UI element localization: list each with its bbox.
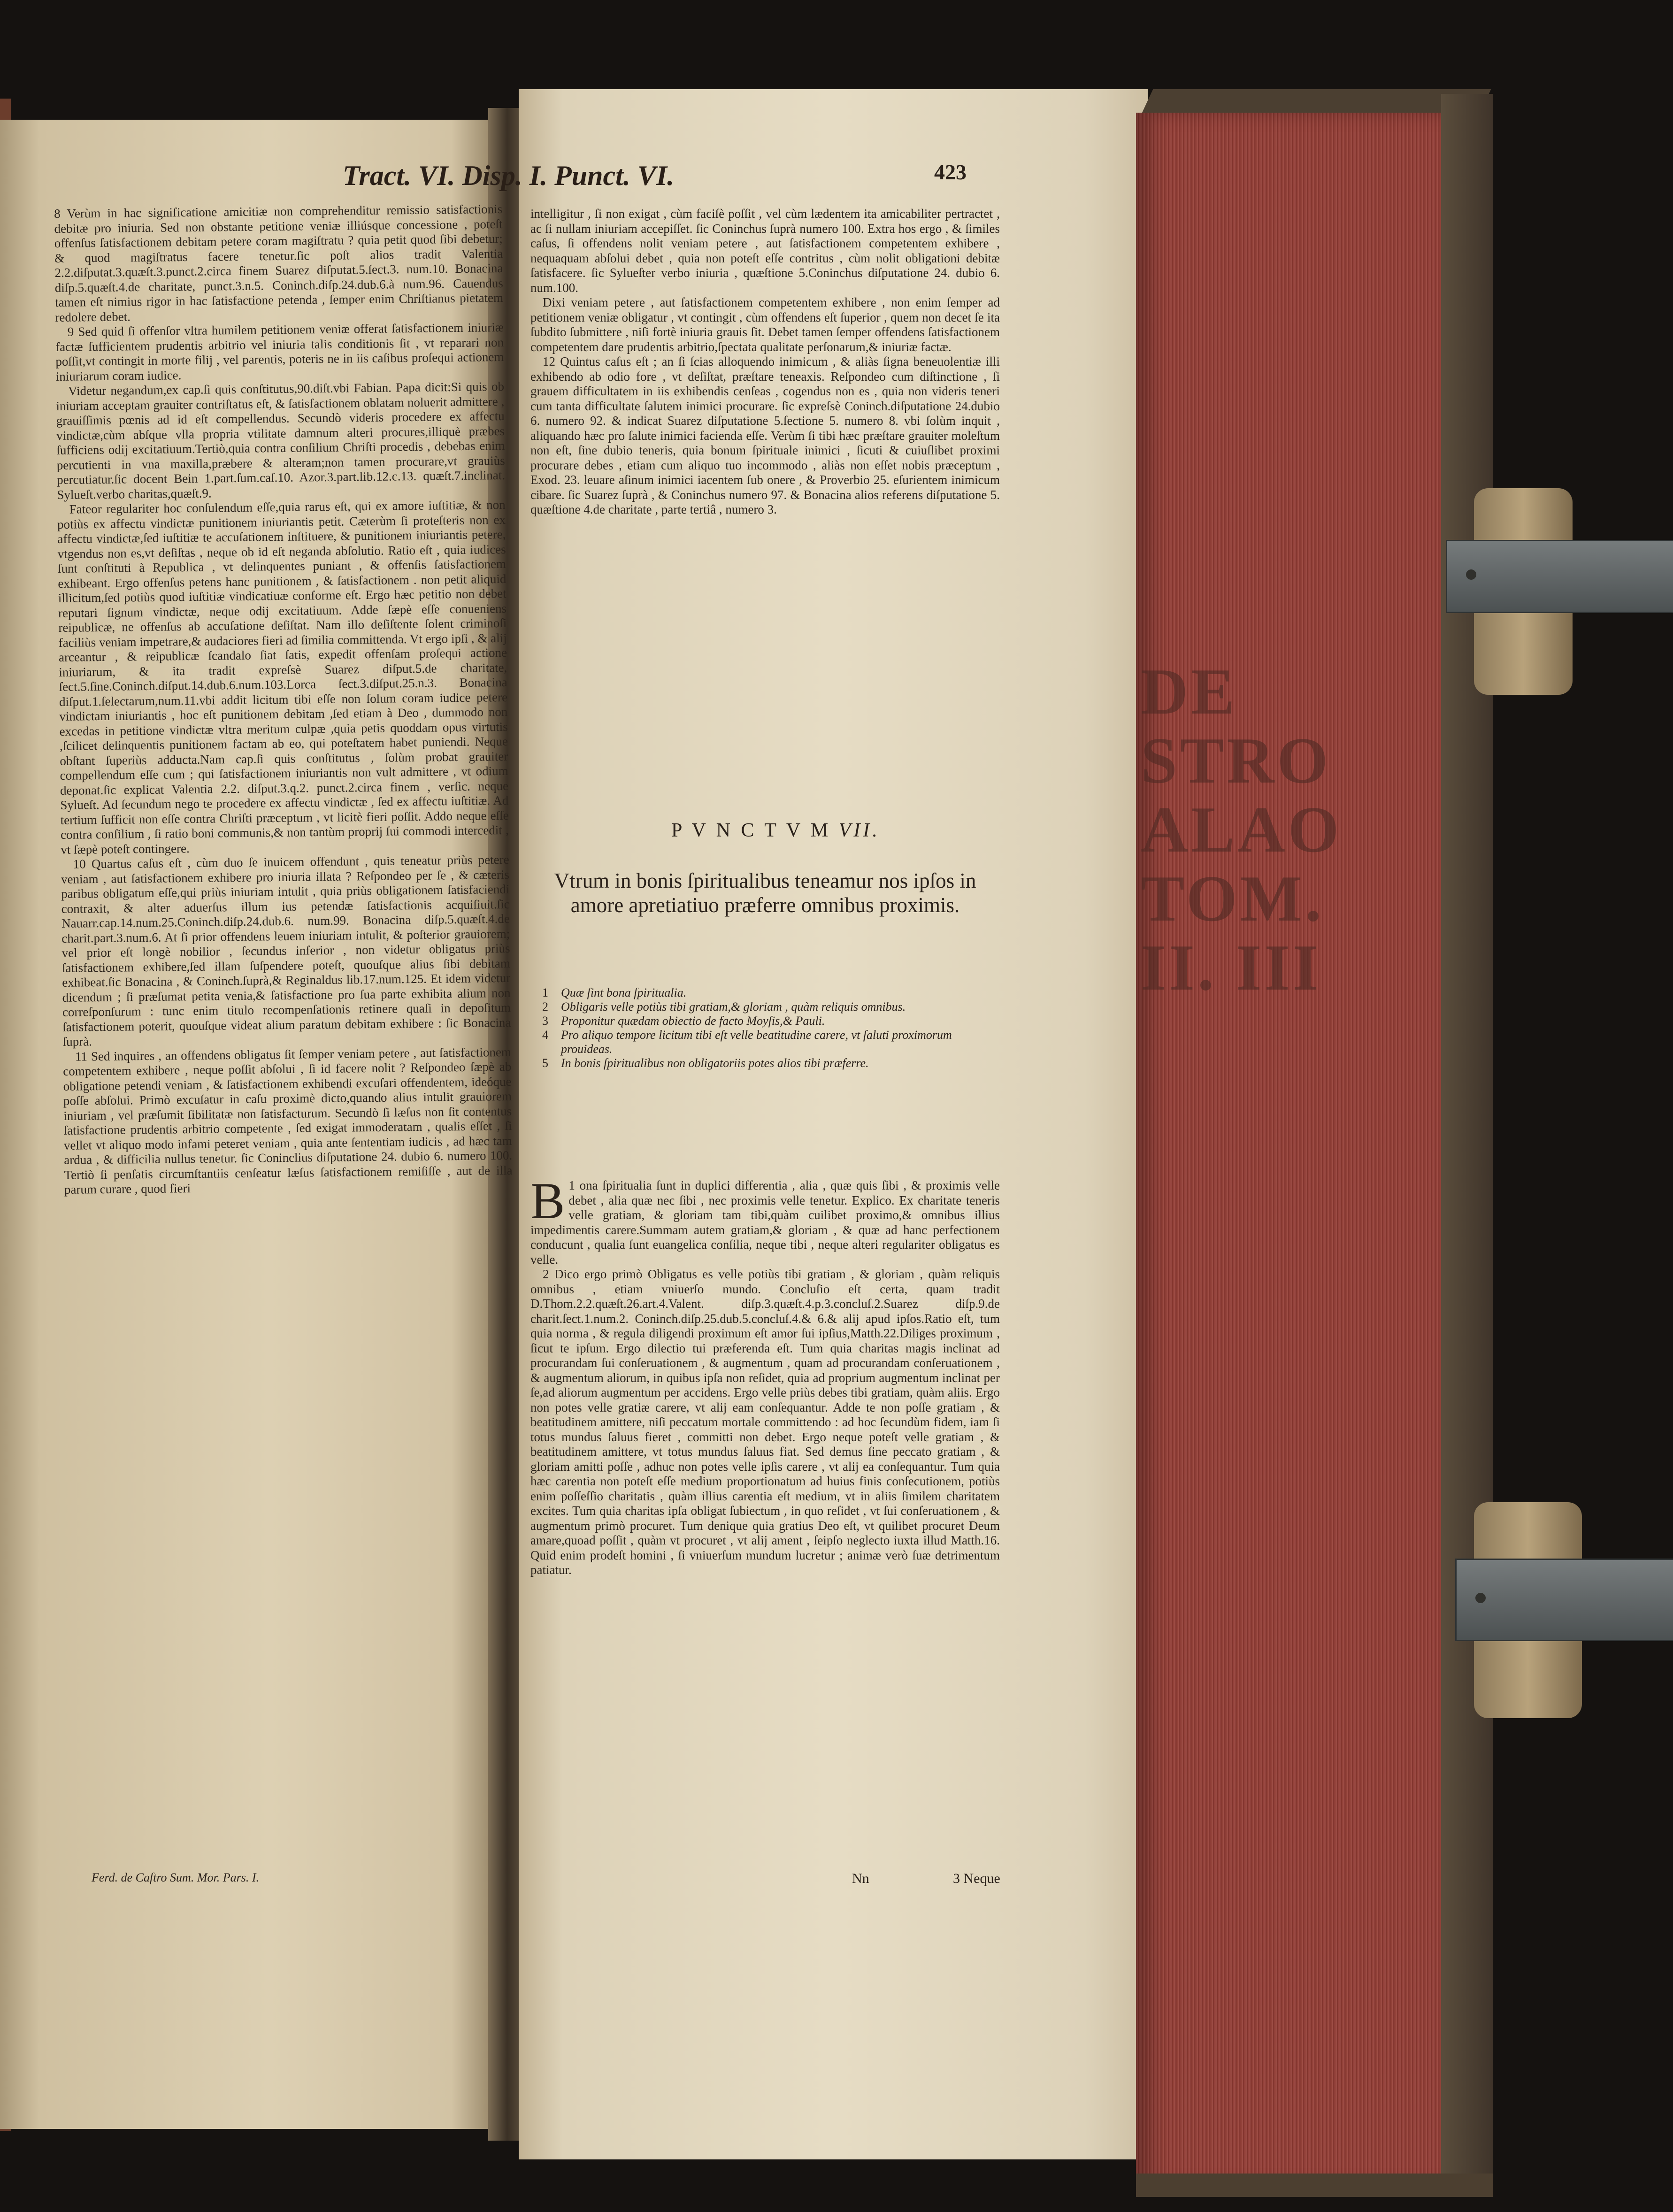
summary-text: Proponitur quædam obiectio de facto Moyſis,& Pauli.	[561, 1014, 825, 1028]
paragraph: 12 Quintus caſus eſt ; an ſi ſcias alloquendo inimicum , & aliàs ſigna beneuolentiæ illi exhibendo ab odio fore , vt deſiſtat, præſtare teneaxis. Reſpondeo cum diſtinctione , ſi grauem difficultatem in iis exhibendis cenſeas , cogendus non es , quia non videris teneri cum tanta difficultate ſalutem inimici procurare. ſic expreſsè Coninch.diſputatione 24.dubio 6. numero 92. & indicat Suarez diſputatione 5.ſectione 5. numero 8. vbi ſolùm inquit , aliquando hæc pro ſalute inimici facienda eſſe. Verùm ſi tibi hæc præſtare grauiter moleſtum non eſt, ſine dubio teneris, quia bonum ſpirituale inimici , ſicuti & cuiuſlibet proximi procurare debes , etiam cum aliquo tuo incommodo , aliàs non eſſet nobis præceptum , Exod. 23. leuare aſinum inimici iacentem ſub onere , & Proverbio 25. eſurientem inimicum cibare. ſic Suarez ſuprà , & Coninchus numero 97. & Bonacina alios referens diſputatione 5. quæſtione 4.de charitate , parte tertiâ , numero 3.	[530, 354, 1000, 516]
left-column-text	[54, 202, 513, 1197]
summary-number: 1	[542, 986, 548, 999]
paragraph: Fateor regulariter hoc conſulendum eſſe,quia rarus eſt, qui ex amore iuſtitiæ, & non potiùs ex affectu vindictæ punitionem iniuriantis petit. Cæterùm ſi proteſteris non ex affectu vindictæ,ſed iuſtitiæ te accuſationem inſtituere, & punitionem iniuriantis petere, vtgendus non es,vt deſiſtas , neque ob id eſt neganda abſolutio. Ratio eſt , quia iudices ſunt conſtituti à Republica , vt delinquentes puniant , & offenſis ſatisfactionem exhibeant. Ergo offenſus petens hanc punitionem , & ſatisfactionem . non petit aliquid illicitum,ſed potiùs quod iuſtitiæ vindicatiuæ conforme eſt. Ergo hæc petitio non debet reputari ſignum vindictæ, neque odij excitatiuum. Adde ſæpè eſſe conueniens reipublicæ, ne offenſus ab accuſatione deſiſtat. Nam illo deſiſtente ſolent criminoſi faciliùs veniam impetrare,& audaciores fieri ad ſimilia committenda. Vt ergo ipſi , & alij arceantur , & reipublicæ ſcandalo ſiat ſatis, expedit offenſam proſequi actione iniuriarum, & ita tradit expreſsè Suarez diſput.5.de charitate, ſect.5.ſine.Coninch.diſput.14.dub.6.num.103.Lorca ſect.3.diſput.25.n.3. Bonacina diſput.1.ſelectarum,num.11.vbi addit licitum tibi eſſe non ſolum coram iudice petere vindictam iniuriantis , hoc eſt punitionem debitam ,ſed etiam à Deo , dummodo non excedas in petitione vindictæ vltra meritum culpæ ,quia petis quoddam opus virtutis ,ſcilicet delinquentis punitionem factam ab eo, qui poteſtatem habet puniendi. Neque obſtant ſuperiùs adducta.Nam cap.ſi quis conſtitutus , ſolùm probat grauiter compellendum eſſe cum ; qui ſatisfactionem iniuriantis non vult admittere , vt odium deponat.ſic explicat Valentia 2.2. diſput.3.q.2. punct.2.circa finem , verſic. neque Sylueſt. Ad ſecundum nego te procedere ex affectu vindictæ , ſed ex affectu iuſtitiæ. Ad tertium ſufficit non eſſe contra Chriſti præceptum , vt licitè fieri poſſit. Addo neque eſſe contra conſilium , ſi ratio boni communis,& non tantùm proprij ſui commodi intercedit , vt ſæpè poteſt contingere.	[57, 497, 509, 857]
summary-text: Quæ ſint bona ſpiritualia.	[561, 986, 687, 999]
stamp-line: II. III	[1141, 931, 1321, 1004]
signature-mark: Nn	[852, 1871, 869, 1886]
section-body	[530, 1172, 1000, 1578]
running-head: Tract. VI. Disp. I. Punct. VI.	[343, 160, 675, 191]
summary-item	[542, 1028, 1002, 1056]
summary-text: Pro aliquo tempore licitum tibi eſt velle beatitudine carere, vt ſaluti proximorum prouideas.	[561, 1028, 952, 1056]
rivet-icon	[1466, 569, 1476, 580]
red-fore-edge	[1136, 113, 1455, 2188]
summary-text: Obligaris velle potiùs tibi gratiam,& gloriam , quàm reliquis omnibus.	[561, 1000, 906, 1014]
summary-item	[542, 1000, 1002, 1014]
cover-side-board	[1441, 94, 1493, 2188]
paragraph: 9 Sed quid ſi offenſor vltra humilem petitionem veniæ offerat ſatisfactionem iniuriæ factæ ſufficientem prudentis arbitrio vel iniuria talis conditionis ſit , vt reparari non poſſit,vt contingit in morte filij , vel parentis, poteris ne in iis caſibus proſequi actionem iniuriarum coram iudice.	[55, 320, 504, 384]
summary-item	[542, 1014, 1002, 1028]
summary-number: 3	[542, 1014, 548, 1028]
section-heading-numeral: VII.	[838, 820, 880, 841]
page-number: 423	[934, 160, 967, 184]
clasp-top-metal	[1446, 540, 1673, 613]
summary-item	[542, 1056, 1002, 1070]
summary-text: In bonis ſpiritualibus non obligatoriis potes alios tibi præferre.	[561, 1056, 869, 1070]
paragraph	[530, 1172, 1000, 1267]
stamp-line: STRO	[1141, 724, 1331, 797]
summary-item	[542, 986, 1002, 1000]
section-title: Vtrum in bonis ſpiritualibus teneamur nos ipſos in amore apretiatiuo præferre omnibus proximis.	[554, 869, 976, 917]
paragraph: 8 Verùm in hac significatione amicitiæ non comprehenditur remissio satisfactionis debitæ pro iniuria. Sed non obstante petitione veniæ illiúsque concessione , poteſt offenſus ſatisfactionem debitam petere coram magiſtratu ? quia petit quod ſibi debetur; & quod magiſtratus facere tenetur.ſic poſt alios tradit Valentia 2.2.diſputat.3.quæſt.3.punct.2.circa finem Suarez diſputat.5.ſect.3. num.10. Bonacina diſp.5.quæſt.4.de charitate, punct.3.n.5. Coninch.diſp.24.dub.6.à num.96. Cauendus tamen eſt nimius rigor in hac ſatisfactione petenda , ſemper enim Chriſtianus pietatem redolere debet.	[54, 201, 504, 324]
section-summary	[542, 986, 1002, 1070]
stamp-line: ALAO	[1141, 793, 1342, 866]
paragraph: 11 Sed inquires , an offendens obligatus ſit ſemper veniam petere , aut ſatisfactionem competentem exhibere , neque poſſit abſolui , ſi id facere nolit ? Reſpondeo ſæpè ab obligatione petendi veniam , & ſatisfactionem exhibendi excuſari offendentem, ideóque poſſe abſolui. Primò excuſatur in caſu proximè dicto,quando alius intulit grauiorem iniuriam , vel præſumit ſibilitatæ non ſatisfacturum. Secundò ſi læſus non ſit contentus ſatisfactione prudentis arbitrio competente , ſed exigat immoderatam , qualis eſſet , ſi vellet vt aliquo modo infami peteret veniam , quia ante ſententiam iudicis , ad hæc tam ardua , & difficilia nullus tenetur. ſic Coninclius diſputatione 24. dubio 6. numero 100. Tertiò ſi penſatis circumſtantiis cenſeatur læſus ſatisfactionem remiſiſſe , aut de illa parum curare , quod fieri	[63, 1045, 513, 1197]
paragraph: 10 Quartus caſus eſt , cùm duo ſe inuicem offendunt , quis teneatur priùs petere veniam , aut ſatisfactionem exhibere pro iniuria illata ? Reſpondeo per ſe , & cæteris paribus obligatum eſſe,qui priùs iniuriam intulit , quia priùs obligationem ſatisfaciendi contraxit, & alter aduerſus illum ius petendæ ſatisfactionis acquiſiuit.ſic Nauarr.cap.14.num.25.Coninch.diſp.24.dub.6. num.99. Bonacina diſp.5.quæſt.4.de charit.part.3.num.6. At ſi prior offendens leuem iniuriam intulit, & poſterior grauiorem; vel prior eſt longè nobilior , ſecundus inferior , non videtur obligatus priùs ſatisfactionem exhibere,ſed illam ſuſpendere poteſt, quouſque alius ſibi debitam exhibeat.ſic Bonacina , & Coninch.ſuprà,& Reginaldus lib.17.num.125. Et idem videtur dicendum ; ſi præſumat petita venia,& ſatisfactione pro ſua parte exhibita alium non correſponſurum : tunc enim titulo recompenſationis retinere quaſi in depoſitum ſatisfactionem poterit, quouſque videat alium paratum debitam exhibere : ſic Bonacina ſuprà.	[61, 852, 511, 1049]
summary-number: 2	[542, 1000, 548, 1014]
section-heading	[671, 819, 880, 842]
summary-number: 4	[542, 1028, 548, 1042]
stamp-line: DE	[1141, 655, 1238, 728]
footer-author-line: Ferd. de Caſtro Sum. Mor. Pars. I.	[92, 1871, 260, 1884]
drop-cap: B	[530, 1172, 565, 1229]
fore-edge-inscription	[1141, 657, 1441, 1089]
paragraph: intelligitur , ſi non exigat , cùm faciſè poſſit , vel cùm lædentem ita amicabiliter pertractet , ac ſi nullam iniuriam accepiſſet. ſic Coninchus ſuprà numero 100. Extra hos ergo , & ſimiles caſus, ſi offendens nolit veniam petere , aut ſatisfactionem competentem exhibere , nequaquam abſolui debet , quia non poteſt eſſe contritus , cùm nolit obligationi debitæ ſatisfacere. ſic Sylueſter verbo iniuria , quæſtione 5.Coninchus diſputatione 24. dubio 6. num.100.	[530, 207, 1000, 295]
catchword: 3 Neque	[953, 1871, 1000, 1886]
stamp-line: TOM.	[1141, 862, 1324, 935]
clasp-bottom-metal	[1455, 1559, 1673, 1641]
paragraph: Videtur negandum,ex cap.ſi quis conſtitutus,90.diſt.vbi Fabian. Papa dicit:Si quis ob iniuriam acceptam grauiter contriſtatus eſt, & ſatisfactionem oblatam noluerit admittere , grauiſſimis pœnis ad id eſt compellendus. Secundò videris procedere ex affectu vindictæ,cùm abſque vlla propria vtilitate damnum alteri procures,illiquè præbes ſufficiens odij excitatiuum.Tertiò,quia contra conſilium Chriſti procedis , debebas enim percutienti in vna maxilla,præbere & alteram;non tamen procurare,vt grauiùs percutiatur.ſic docent Bein 1.part.ſum.caſ.10. Azor.3.part.lib.12.c.13. quæſt.7.inclinat. Sylueſt.verbo charitas,quæſt.9.	[56, 379, 506, 502]
rivet-icon	[1475, 1593, 1486, 1603]
right-column-text	[530, 207, 1000, 517]
paragraph: 2 Dico ergo primò Obligatus es velle potiùs tibi gratiam , & gloriam , quàm reliquis omnibus , etiam vniuerſo mundo. Concluſio eſt certa, quam tradit D.Thom.2.2.quæſt.26.art.4.Valent. diſp.3.quæſt.4.p.3.concluſ.2.Suarez diſp.9.de charit.ſect.1.num.2. Coninch.diſp.25.dub.5.concluſ.4.& 6.& alij apud ipſos.Ratio eſt, tum quia norma , & regula diligendi proximum eſt amor ſui ipſius,Matth.22.Diliges proximum , ſicut te ipſum. Ergo dilectio tui præferenda eſt. Tum quia charitas magis inclinat ad procurandam ſui conſeruationem , & augmentum , quam ad procurandam conſeruationem , & augmentum aliorum, in quibus ipſa non reſidet, quia ad proprium augmentum inclinat per ſe,ad aliorum augmentum per accidens. Ergo velle priùs debes tibi gratiam, quàm aliis. Ergo non potes velle gratiæ carere, vt alij eam conſequantur. Adde te non poſſe gratiam , & beatitudinem amittere, niſi peccatum mortale committendo : ad hoc ſecundùm fidem, iam ſi totus mundus ſaluus fieret , committi non debet. Ergo neque poteſt velle gratiam , & beatitudinem amittere, vt totus mundus ſaluus fiat. Sed demus ſine peccato gratiam , & gloriam amitti poſſe , adhuc non potes velle ipſis carere , vt alij ea conſequantur. Tum quia hæc carentia non poteſt eſſe medium proportionatum ad huius finis conſecutionem, potiùs enim poſſeſſio charitatis , quàm illius carentia eſt medium, vt in aliis ſimilem charitatem excites. Tum quia charitas ipſa obligat ſubiectum , in quo reſidet , vt ſui conſeruationem , & augmentum primò procuret. Tum denique quia gratius Deo eſt, vt quilibet procuret Deum amare,quoad poſſit , quàm vt procuret , vt alij ament , ſeipſo neglecto iuxta illud Matth.16. Quid enim prodeſt homini , ſi vniuerſum mundum lucretur ; animæ verò ſuæ detrimentum patiatur.	[530, 1267, 1000, 1577]
paragraph: Dixi veniam petere , aut ſatisfactionem competentem exhibere , non enim ſemper ad petitionem veniæ obligatur , vt contingit , cùm offendens eſt ſuperior , quem non decet ſe ita ſubdito ſubmittere , niſi fortè iniuria grauis ſit. Debet tamen ſemper offendens ſatisfactionem competentem dare prudentis arbitrio,ſpectata qualitate perſonarum,& iniuriæ factæ.	[530, 295, 1000, 354]
section-heading-word: P V N C T V M	[671, 820, 831, 841]
summary-number: 5	[542, 1056, 548, 1070]
cover-bottom-board	[1136, 2174, 1493, 2197]
paragraph-text: 1 ona ſpiritualia ſunt in duplici differentia , alia , quæ quis ſibi , & proximis velle debet , alia quæ nec ſibi , nec proximis velle tenetur. Explico. Ex charitate teneris velle gratiam, & gloriam tam tibi,quàm cuilibet proximo,& omnibus illius impedimentis carere.Summam autem gratiam,& gloriam , & quæ ad hanc perfectionem conducunt , qualia ſunt euangelica conſilia, neque tibi , neque alteri regulariter obligatus es velle.	[530, 1178, 1000, 1267]
